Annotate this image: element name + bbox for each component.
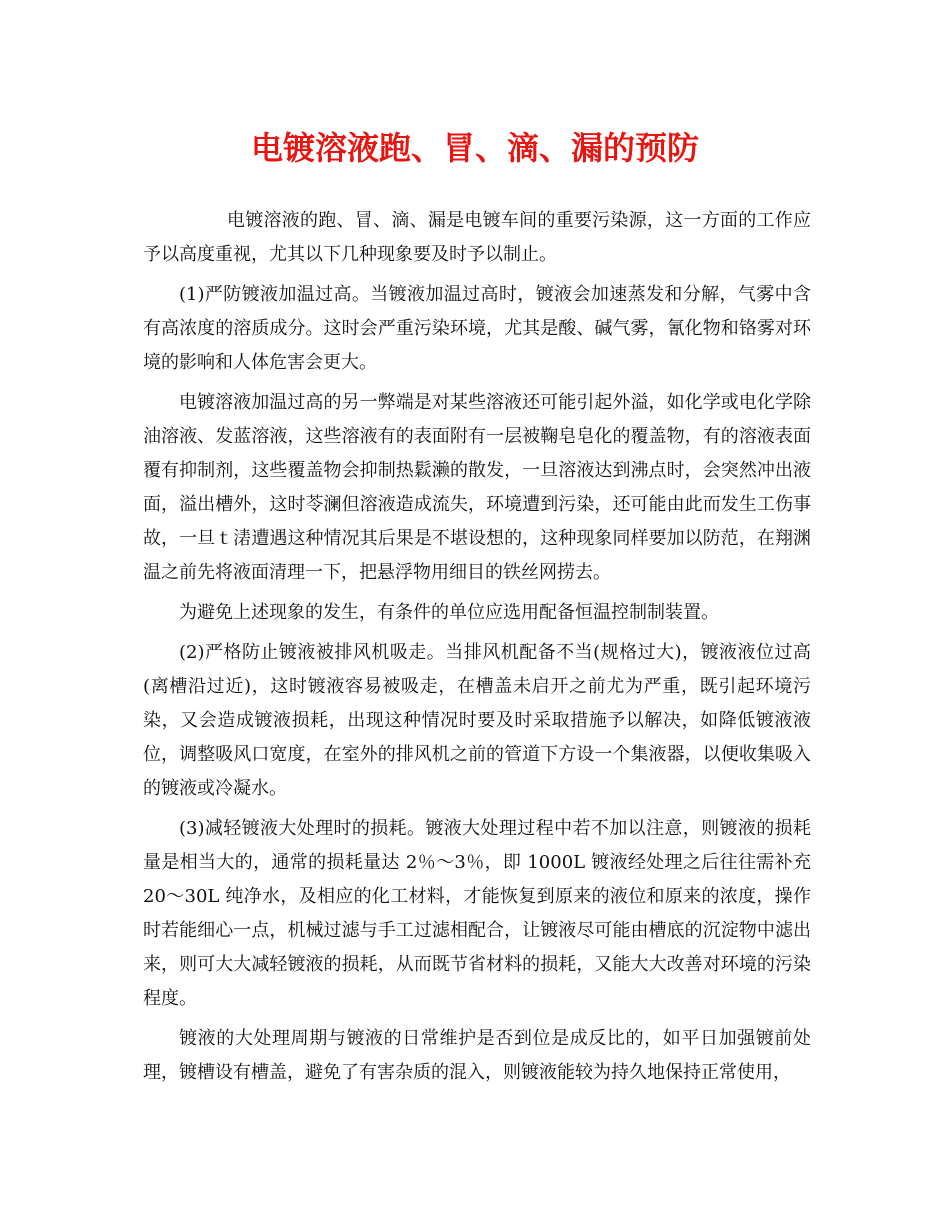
document-body bbox=[143, 204, 811, 1096]
paragraph-item-3: (3)减轻镀液大处理时的损耗。镀液大处理过程中若不加以注意，则镀液的损耗量是相当大的，通常的损耗量达 2％～3％，即 1000L 镀液经处理之后往往需补充 20～30L 纯净水，及相应的化工材料，才能恢复到原来的液位和原来的浓度，操作时若能细心一点，机械过滤与手工过滤相配合，让镀液尽可能由槽底的沉淀物中滤出来，则可大大减轻镀液的损耗，从而既节省材料的损耗，又能大大改善对环境的污染程度。 bbox=[143, 818, 811, 1009]
paragraph-maintenance: 镀液的大处理周期与镀液的日常维护是否到位是成反比的，如平日加强镀前处理，镀槽设有槽盖，避免了有害杂质的混入，则镀液能较为持久地保持正常使用， bbox=[143, 1028, 811, 1083]
paragraph-overheat-detail: 电镀溶液加温过高的另一弊端是对某些溶液还可能引起外溢，如化学或电化学除油溶液、发蓝溶液，这些溶液有的表面附有一层被鞠皂皂化的覆盖物，有的溶液表面覆有抑制剂，这些覆盖物会抑制热鬏濑的散发，一旦溶液达到沸点时，会突然冲出液面，溢出槽外，这时苓澜但溶液造成流失，环境遭到污染，还可能由此而发生工伤事故，一旦ｔ湱遭遇这种情况其后果是不堪设想的，这种现象同样要加以防范，在翔渊温之前先将液面清理一下，把悬浮物用细目的铁丝网捞去。 bbox=[143, 392, 811, 583]
paragraph-thermostat: 为避免上述现象的发生，有条件的单位应选用配备恒温控制制装置。 bbox=[179, 602, 719, 623]
paragraph-item-2: (2)严格防止镀液被排风机吸走。当排风机配备不当(规格过大)，镀液液位过高(离槽沿过近)，这时镀液容易被吸走，在槽盖未启开之前尤为严重，既引起环境污染，又会造成镀液损耗，出现这种情况时要及时采取措施予以解决，如降低镀液液位，调整吸风口宽度，在室外的排风机之前的管道下方设一个集液器，以便收集吸入的镀液或冷凝水。 bbox=[143, 642, 811, 799]
paragraph-item-1: (1)严防镀液加温过高。当镀液加温过高时，镀液会加速蒸发和分解，气雾中含有高浓度的溶质成分。这时会严重污染环境，尤其是酸、碱气雾，氰化物和铬雾对环境的影响和人体危害会更大。 bbox=[143, 284, 811, 373]
paragraph-intro: 电镀溶液的跑、冒、滴、漏是电镀车间的重要污染源，这一方面的工作应予以高度重视，尤其以下几种现象要及时予以制止。 bbox=[143, 210, 811, 265]
document-title: 电镀溶液跑、冒、滴、漏的预防 bbox=[250, 129, 699, 167]
